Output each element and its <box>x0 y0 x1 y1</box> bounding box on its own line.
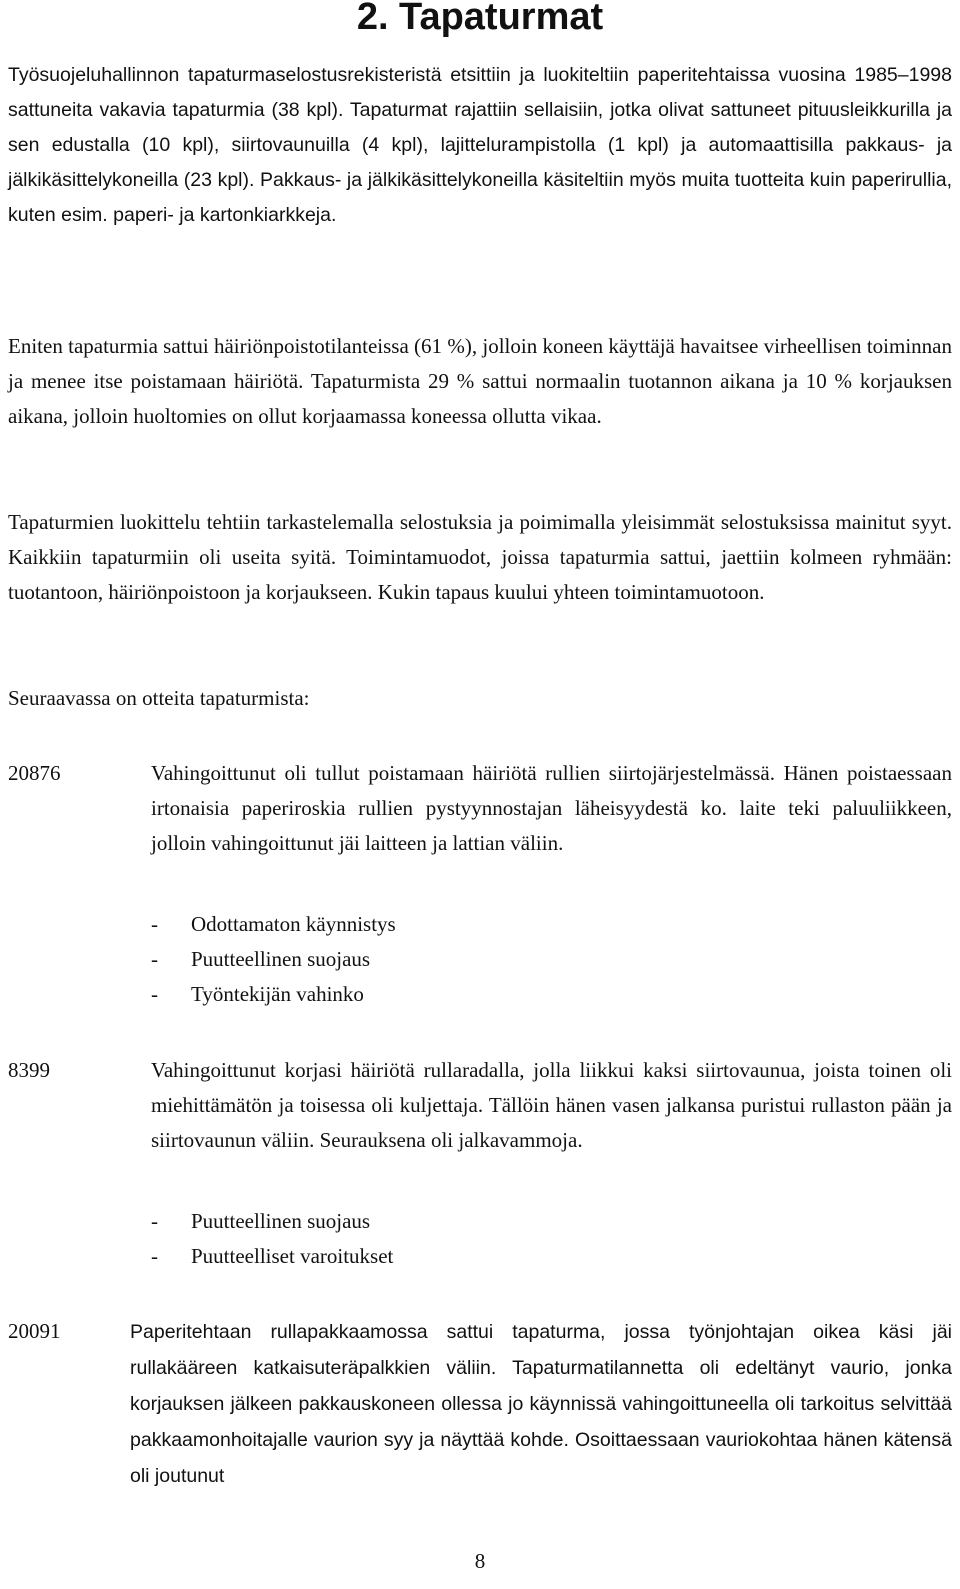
case-id: 20876 <box>8 761 61 785</box>
cause-list <box>151 1204 393 1274</box>
cause-text: Puutteelliset varoitukset <box>191 1244 394 1268</box>
case-description: Paperitehtaan rullapakkaamossa sattui tapaturma, jossa työnjohtajan oikea käsi jäi rullakääreen katkaisuteräpalkkien väliin. Tapaturmatilannetta oli edeltänyt vaurio, jonka korjauksen jälkeen pakkauskoneen ollessa jo käynnissä vahingoittuneella oli tarkoitus selvittää pakkaamonhoitajalle vaurion syy ja näyttää kohde. Osoittaessaan vauriokohtaa hänen kätensä oli joutunut <box>130 1321 952 1487</box>
case-description: Vahingoittunut korjasi häiriötä rullaradalla, jolla liikkui kaksi siirtovaunua, joista toinen oli miehittämätön ja toisessa oli kuljettaja. Tällöin hänen vasen jalkansa puristui rullaston pään ja siirtovaunun väliin. Seurauksena oli jalkavammoja. <box>151 1058 952 1152</box>
cause-item <box>151 907 396 942</box>
statistics-paragraph: Eniten tapaturmia sattui häiriönpoistotilanteissa (61 %), jolloin koneen käyttäjä havaitsee virheellisen toiminnan ja menee itse poistamaan häiriötä. Tapaturmista 29 % sattui normaalin tuotannon aikana ja 10 % korjauksen aikana, jolloin huoltomies on ollut korjaamassa koneessa ollutta vikaa. <box>8 334 952 428</box>
cause-item <box>151 1239 393 1274</box>
list-dash: - <box>151 1244 158 1268</box>
list-dash: - <box>151 982 158 1006</box>
excerpts-intro: Seuraavassa on otteita tapaturmista: <box>8 686 310 710</box>
list-dash: - <box>151 947 158 971</box>
cause-text: Odottamaton käynnistys <box>191 912 396 936</box>
list-dash: - <box>151 1209 158 1233</box>
list-dash: - <box>151 912 158 936</box>
cause-item <box>151 977 396 1012</box>
cause-list <box>151 907 396 1012</box>
cause-text: Puutteellinen suojaus <box>191 947 371 971</box>
section-title: 2. Tapaturmat <box>356 0 604 38</box>
cause-text: Puutteellinen suojaus <box>191 1209 371 1233</box>
page-number: 8 <box>474 1549 486 1573</box>
intro-paragraph: Työsuojeluhallinnon tapaturmaselostusrekisteristä etsittiin ja luokiteltiin paperitehtaissa vuosina 1985–1998 sattuneita vakavia tapaturmia (38 kpl). Tapaturmat rajattiin sellaisiin, jotka olivat sattuneet pituusleikkurilla ja sen edustalla (10 kpl), siirtovaunuilla (4 kpl), lajittelurampistolla (1 kpl) ja automaattisilla pakkaus- ja jälkikäsittelykoneilla (23 kpl). Pakkaus- ja jälkikäsittelykoneilla käsiteltiin myös muita tuotteita kuin paperirullia, kuten esim. paperi- ja kartonkiarkkeja. <box>8 64 952 226</box>
case-id: 20091 <box>8 1319 61 1343</box>
cause-item <box>151 942 396 977</box>
classification-paragraph: Tapaturmien luokittelu tehtiin tarkastelemalla selostuksia ja poimimalla yleisimmät selostuksissa mainitut syyt. Kaikkiin tapaturmiin oli useita syitä. Toimintamuodot, joissa tapaturmia sattui, jaettiin kolmeen ryhmään: tuotantoon, häiriönpoistoon ja korjaukseen. Kukin tapaus kuului yhteen toimintamuotoon. <box>8 510 952 604</box>
cause-text: Työntekijän vahinko <box>191 982 364 1006</box>
case-description: Vahingoittunut oli tullut poistamaan häiriötä rullien siirtojärjestelmässä. Hänen poistaessaan irtonaisia paperiroskia rullien pystyynnostajan läheisyydestä ko. laite teki paluuliikkeen, jolloin vahingoittunut jäi laitteen ja lattian väliin. <box>151 761 952 855</box>
cause-item <box>151 1204 393 1239</box>
case-id: 8399 <box>8 1058 50 1082</box>
